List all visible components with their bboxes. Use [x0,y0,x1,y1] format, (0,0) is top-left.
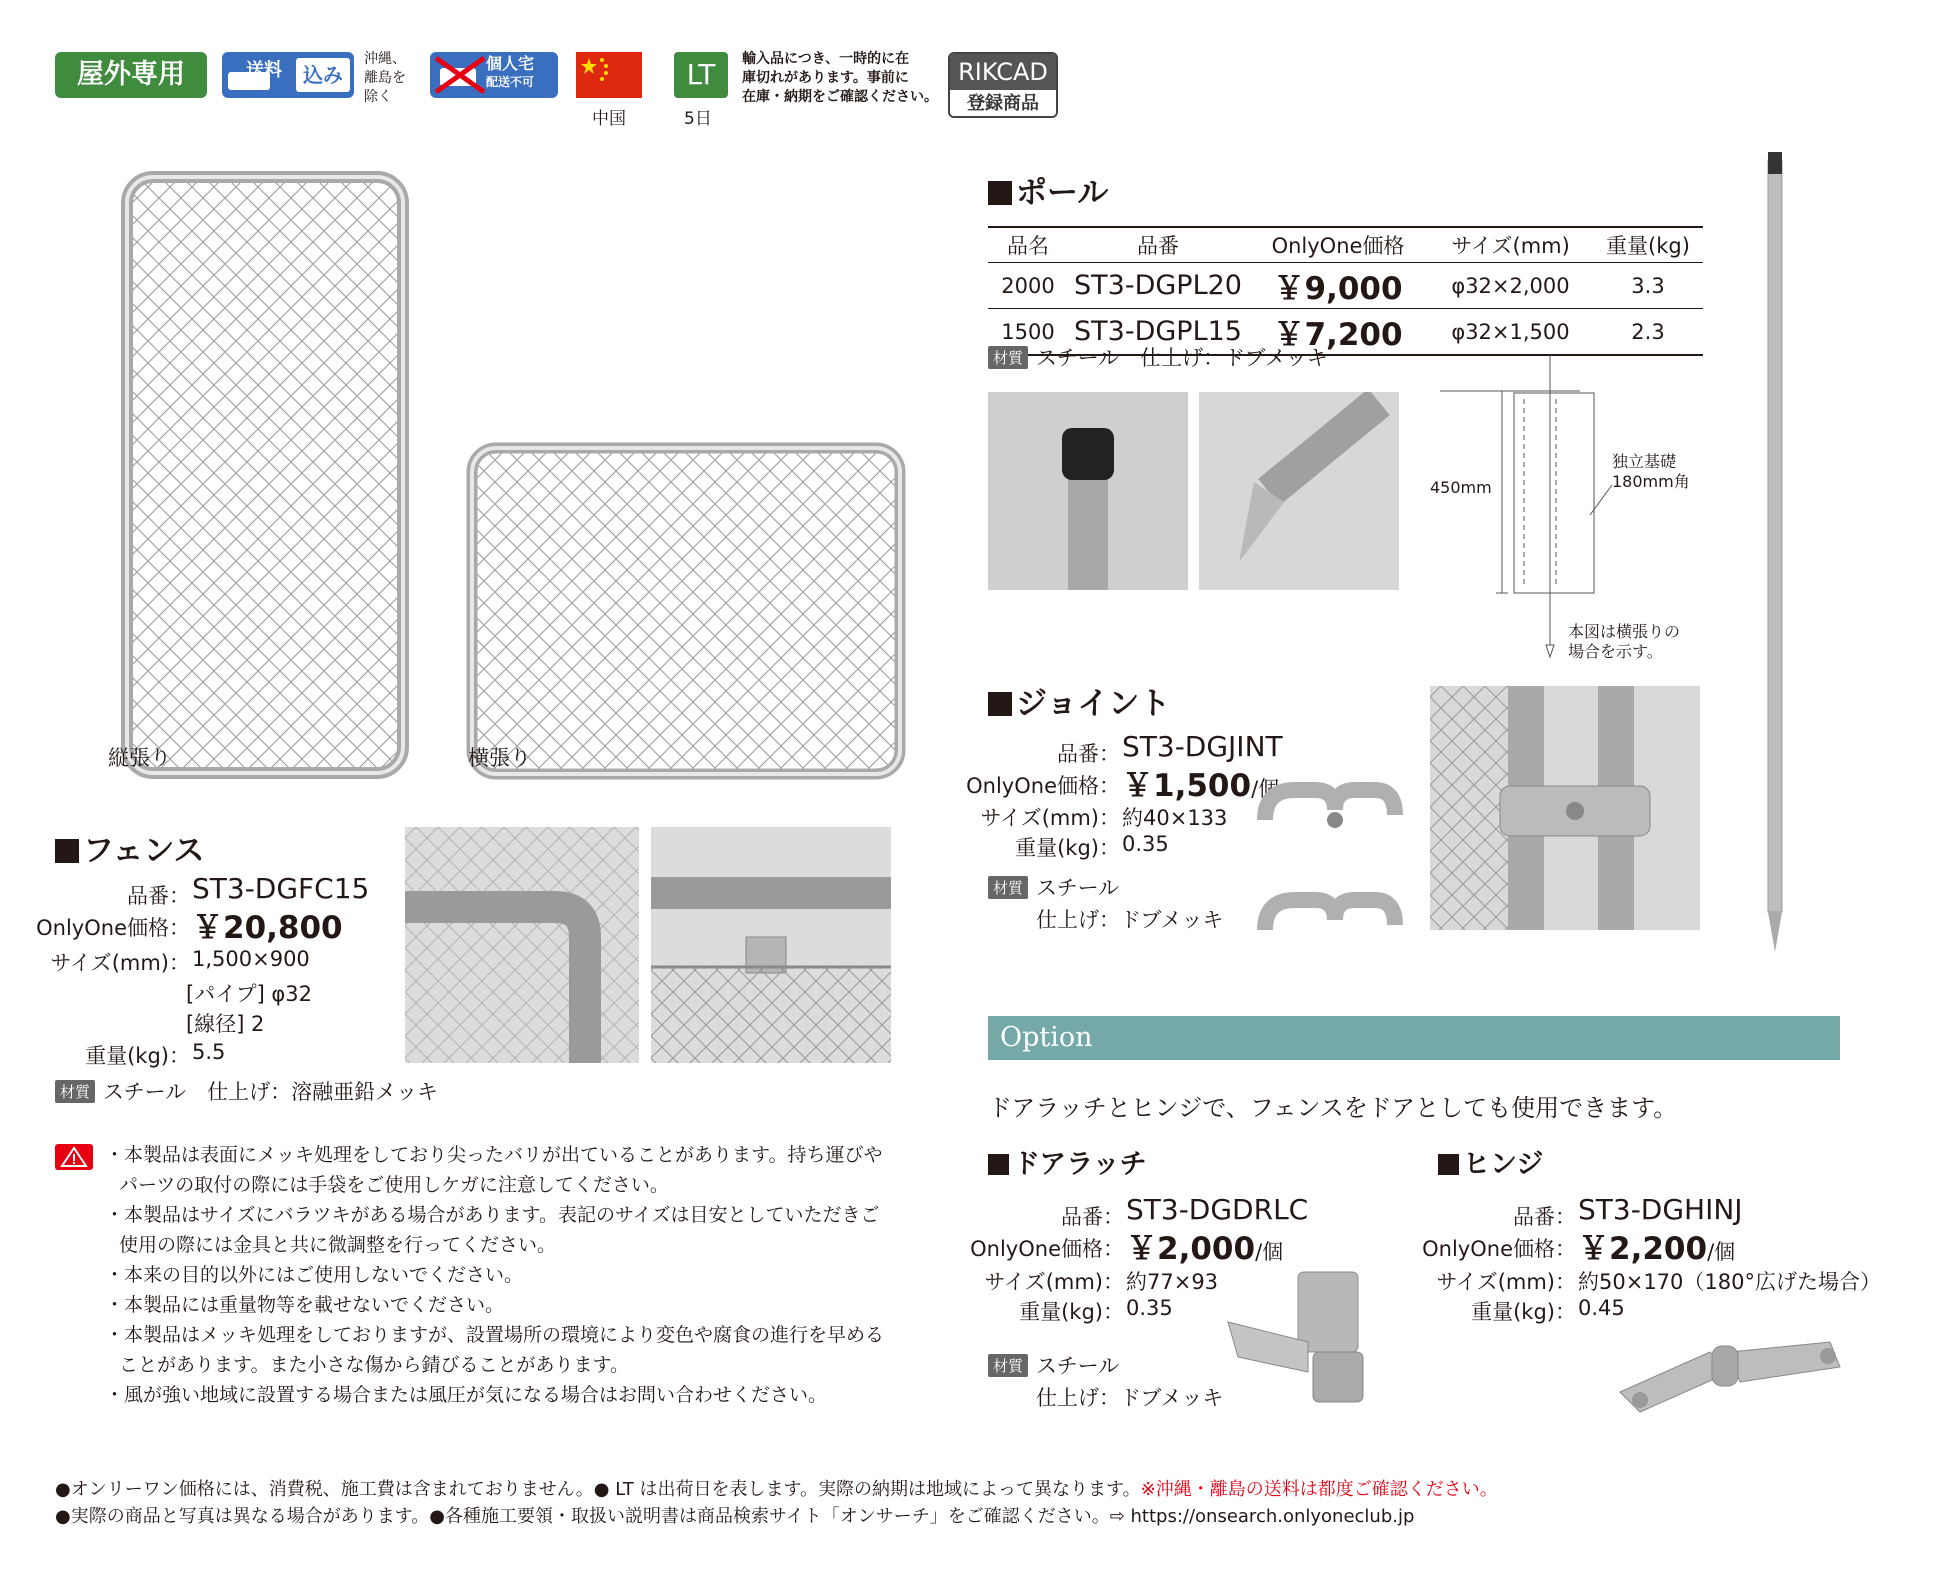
label-line: 場合を示す。 [1568,642,1663,661]
latch-weight-label: 重量(kg)： [1019,1300,1124,1324]
shipping-included-badge [222,52,354,98]
column-header: OnlyOne価格 [1248,227,1428,263]
table-cell: ￥9,000 [1248,263,1428,309]
option-intro: ドアラッチとヒンジで、フェンスをドアとしても使用できます。 [988,1094,1678,1122]
hinge-price-label: OnlyOne価格： [1422,1237,1576,1261]
fence-price-label: OnlyOne価格： [36,916,190,940]
hinge-code: ST3-DGHINJ [1578,1193,1743,1226]
material-text: スチール 仕上げ：溶融亜鉛メッキ [103,1080,439,1104]
joint-price-label: OnlyOne価格： [966,774,1120,798]
pole-heading [988,167,1108,212]
table-cell: φ32×2,000 [1428,263,1593,309]
warning-icon [55,1144,93,1170]
material-tag: 材質 [988,876,1028,899]
fence-weight: 5.5 [192,1040,226,1064]
china-flag-icon [576,52,642,98]
square-bullet-icon [55,839,79,863]
note-line: 沖縄、 [364,51,406,67]
footer-red-note: ※沖縄・離島の送料は都度ご確認ください。 [1140,1479,1498,1500]
material-text: スチール [1036,1354,1120,1378]
table-cell: 2.3 [1593,309,1703,356]
joint-finish: 仕上げ：ドブメッキ [1036,908,1224,932]
fence-heading [55,825,205,870]
latch-finish: 仕上げ：ドブメッキ [1036,1386,1224,1410]
latch-size: 約77×93 [1126,1270,1219,1294]
material-text: スチール 仕上げ：ドブメッキ [1036,346,1328,370]
unit-label: /個 [1255,1240,1284,1264]
column-header: サイズ(mm) [1428,227,1593,263]
hinge-price-group [1578,1223,1735,1268]
table-row [988,263,1703,309]
shipping-included-label: 込み [296,58,350,92]
hinge-weight-label: 重量(kg)： [1471,1300,1576,1324]
heading-text: ヒンジ [1463,1149,1544,1180]
note-line: 庫切れがあります。事前に [742,70,909,86]
latch-code-label: 品番： [1061,1205,1124,1229]
hinge-photo [1600,1312,1860,1422]
note-line: 輸入品につき、一時的に在 [742,51,910,67]
shipping-exclusion-note [364,50,406,107]
fence-size: 1,500×900 [192,947,310,971]
option-bar: Option [988,1016,1840,1060]
hinge-weight: 0.45 [1578,1296,1625,1320]
square-bullet-icon [1438,1154,1459,1175]
no-home-delivery-badge [430,52,558,98]
note-line: 離島を [364,70,406,86]
diagram-depth-label: 450mm [1430,478,1492,497]
unit-label: /個 [1707,1240,1736,1264]
joint-code-label: 品番： [1057,742,1120,766]
latch-weight: 0.35 [1126,1296,1173,1320]
caution-item: ・本製品には重量物等を載せないでください。 [105,1294,505,1316]
caution-list [105,1140,884,1410]
fence-material [55,1076,438,1106]
hinge-heading [1438,1142,1543,1181]
label-line: 180mm角 [1612,472,1690,491]
footer-text: ●オンリーワン価格には、消費税、施工費は含まれておりません。● LT は出荷日を表します。実際の納期は地域によって異なります。 [55,1479,1141,1500]
column-header: 品番 [1068,227,1248,263]
fence-price: ￥20,800 [192,910,343,946]
no-truck-icon [434,56,486,94]
hinge-size-label: サイズ(mm)： [1436,1270,1576,1294]
square-bullet-icon [988,692,1012,716]
hinge-price: ￥2,200 [1578,1231,1708,1267]
origin-label: 中国 [592,109,626,129]
caution-item: ・本製品は表面にメッキ処理をしており尖ったバリが出ていることがあります。持ち運びや [105,1144,883,1166]
table-cell: ￥7,200 [1248,309,1428,356]
joint-weight: 0.35 [1122,832,1169,856]
fence-clip-photo [651,827,891,1063]
fence-vertical-caption: 縦張り [108,746,171,770]
caution-item: ・本製品はメッキ処理をしておりますが、設置場所の環境により変色や腐食の進行を早める [105,1324,885,1346]
joint-weight-label: 重量(kg)： [1015,836,1120,860]
pole-cap-photo [988,392,1188,590]
fence-horizontal-caption: 横張り [468,746,531,770]
diagram-foundation-label [1612,452,1690,492]
note-line: 在庫・納期をご確認ください。 [742,89,938,105]
material-tag: 材質 [55,1080,95,1103]
rikcad-registered-label: 登録商品 [950,90,1056,118]
rikcad-badge [948,52,1058,118]
diagram-note [1568,622,1680,662]
table-cell: 2000 [988,263,1068,309]
column-header: 重量(kg) [1593,227,1703,263]
table-cell: ST3-DGPL15 [1068,309,1248,356]
lt-days: 5日 [684,109,712,129]
no-home-delivery-label [486,55,534,91]
caution-item: ことがあります。また小さな傷から錆びることがあります。 [119,1354,629,1376]
joint-size: 約40×133 [1122,806,1228,830]
note-line: 除く [364,89,392,105]
shipping-label: 送料 [246,60,282,81]
label-line: 配送不可 [486,75,535,89]
table-cell: φ32×1,500 [1428,309,1593,356]
joint-clamp-photo [1245,760,1415,970]
column-header: 品名 [988,227,1068,263]
footer-line-2: ●実際の商品と写真は異なる場合があります。●各種施工要領・取扱い説明書は商品検索サイト「オンサーチ」をご確認ください。⇨ https://onsearch.onlyoneclub.jp [55,1506,1415,1527]
latch-material [988,1350,1119,1380]
fence-size-label: サイズ(mm)： [50,951,190,975]
caution-item: ・本製品はサイズにバラツキがある場合があります。表記のサイズは目安としていただきご [105,1204,880,1226]
table-header-row [988,227,1703,263]
label-line: 本図は横張りの [1568,622,1681,641]
pole-table [988,226,1703,356]
pole-full-photo [1760,152,1790,957]
material-tag: 材質 [988,1354,1028,1377]
material-tag: 材質 [988,346,1028,369]
caution-item: ・本来の目的以外にはご使用しないでください。 [105,1264,524,1286]
caution-item: 使用の際には金具と共に微調整を行ってください。 [119,1234,557,1256]
footer-line-1 [55,1476,1498,1503]
caution-item: パーツの取付の際には手袋をご使用しケガに注意してください。 [119,1174,669,1196]
material-text: スチール [1036,876,1120,900]
joint-heading [988,678,1170,723]
table-cell: 3.3 [1593,263,1703,309]
import-note [742,50,938,107]
star-icon [576,52,642,98]
latch-heading [988,1142,1147,1181]
hinge-code-label: 品番： [1513,1205,1576,1229]
heading-text: ポール [1016,175,1109,211]
pole-material [988,342,1328,372]
fence-vertical-image [115,165,415,785]
joint-price: ￥1,500 [1122,768,1252,804]
latch-price-label: OnlyOne価格： [970,1237,1124,1261]
joint-size-label: サイズ(mm)： [980,806,1120,830]
heading-text: フェンス [83,833,205,869]
fence-pipe: [パイプ] φ32 [186,982,313,1006]
pole-tip-photo [1199,392,1399,590]
joint-installed-photo [1430,686,1700,930]
table-cell: ST3-DGPL20 [1068,263,1248,309]
table-cell: 1500 [988,309,1068,356]
joint-code: ST3-DGJINT [1122,730,1283,763]
label-line: 独立基礎 [1612,452,1677,471]
unit-label: /個 [1251,777,1280,801]
label-line: 個人宅 [486,54,535,73]
joint-material [988,872,1119,902]
rikcad-label: RIKCAD [950,54,1056,90]
fence-wire: [線径] 2 [186,1012,265,1036]
heading-text: ドアラッチ [1013,1149,1147,1180]
fence-horizontal-image [462,438,910,784]
latch-price: ￥2,000 [1126,1231,1256,1267]
heading-text: ジョイント [1016,686,1171,722]
latch-size-label: サイズ(mm)： [984,1270,1124,1294]
lt-badge: LT [674,52,728,98]
fence-corner-photo [405,827,639,1063]
fence-weight-label: 重量(kg)： [85,1044,190,1068]
fence-code: ST3-DGFC15 [192,872,370,905]
hinge-size: 約50×170（180°広げた場合） [1578,1270,1881,1294]
outdoor-only-badge: 屋外専用 [55,52,207,98]
latch-code: ST3-DGDRLC [1126,1193,1309,1226]
fence-code-label: 品番： [127,884,190,908]
square-bullet-icon [988,1154,1009,1175]
square-bullet-icon [988,181,1012,205]
caution-item: ・風が強い地域に設置する場合または風圧が気になる場合はお問い合わせください。 [105,1384,828,1406]
